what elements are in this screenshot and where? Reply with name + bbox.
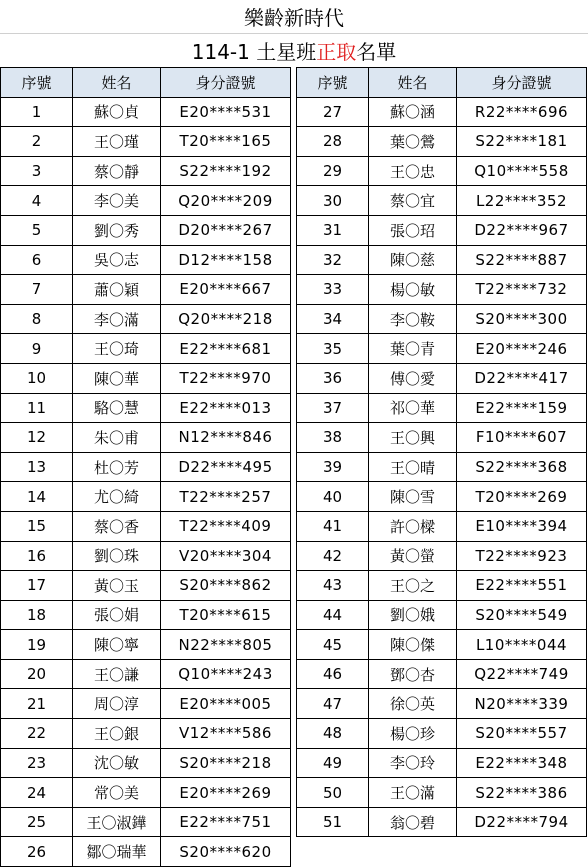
blank-row — [297, 837, 587, 866]
table-row — [297, 97, 587, 127]
cell-id: T22****923 — [457, 541, 587, 571]
table-row — [297, 689, 587, 719]
cell-name: 王〇晴 — [369, 452, 457, 482]
cell-id: E20****667 — [161, 275, 291, 305]
subtitle-highlight: 正取 — [316, 39, 357, 64]
cell-seq: 32 — [297, 245, 369, 275]
header-row — [297, 68, 587, 98]
cell-seq: 41 — [297, 511, 369, 541]
cell-seq: 9 — [1, 334, 73, 364]
table-row — [297, 659, 587, 689]
cell-name: 黃〇螢 — [369, 541, 457, 571]
blank-cell — [369, 837, 457, 866]
cell-id: S20****557 — [457, 719, 587, 749]
cell-id: S20****218 — [161, 748, 291, 778]
cell-seq: 48 — [297, 719, 369, 749]
cell-name: 陳〇寧 — [73, 630, 161, 660]
cell-id: E22****348 — [457, 748, 587, 778]
cell-seq: 30 — [297, 186, 369, 216]
cell-name: 王〇滿 — [369, 778, 457, 808]
cell-seq: 37 — [297, 393, 369, 423]
cell-seq: 18 — [1, 600, 73, 630]
table-row — [1, 600, 291, 630]
roster-table-left — [0, 67, 291, 867]
cell-seq: 39 — [297, 452, 369, 482]
cell-name: 葉〇青 — [369, 334, 457, 364]
cell-name: 張〇玿 — [369, 215, 457, 245]
cell-id: S20****620 — [161, 837, 291, 867]
cell-seq: 26 — [1, 837, 73, 867]
cell-seq: 25 — [1, 807, 73, 837]
cell-id: R22****696 — [457, 97, 587, 127]
cell-name: 王〇之 — [369, 571, 457, 601]
cell-name: 沈〇敏 — [73, 748, 161, 778]
cell-name: 常〇美 — [73, 778, 161, 808]
table-row — [1, 423, 291, 453]
cell-seq: 24 — [1, 778, 73, 808]
cell-name: 翁〇碧 — [369, 807, 457, 837]
blank-cell — [297, 837, 369, 866]
cell-id: E10****394 — [457, 511, 587, 541]
table-row — [1, 630, 291, 660]
cell-id: T22****732 — [457, 275, 587, 305]
cell-name: 徐〇英 — [369, 689, 457, 719]
cell-id: S22****386 — [457, 778, 587, 808]
cell-id: L10****044 — [457, 630, 587, 660]
cell-name: 楊〇珍 — [369, 719, 457, 749]
cell-id: T20****269 — [457, 482, 587, 512]
cell-name: 傅〇愛 — [369, 363, 457, 393]
table-row — [1, 719, 291, 749]
cell-name: 許〇樑 — [369, 511, 457, 541]
table-row — [297, 452, 587, 482]
cell-id: S20****300 — [457, 304, 587, 334]
cell-seq: 33 — [297, 275, 369, 305]
cell-seq: 7 — [1, 275, 73, 305]
cell-name: 李〇玲 — [369, 748, 457, 778]
table-row — [1, 334, 291, 364]
cell-seq: 44 — [297, 600, 369, 630]
cell-id: D22****495 — [161, 452, 291, 482]
table-row — [297, 186, 587, 216]
cell-name: 朱〇甫 — [73, 423, 161, 453]
table-row — [1, 571, 291, 601]
cell-id: D12****158 — [161, 245, 291, 275]
cell-name: 鄒〇瑞華 — [73, 837, 161, 867]
table-row — [297, 334, 587, 364]
cell-id: S22****181 — [457, 127, 587, 157]
cell-name: 王〇銀 — [73, 719, 161, 749]
table-row — [1, 689, 291, 719]
cell-name: 李〇鞍 — [369, 304, 457, 334]
cell-name: 王〇琦 — [73, 334, 161, 364]
header-name: 姓名 — [369, 68, 457, 98]
cell-id: S22****368 — [457, 452, 587, 482]
cell-id: Q20****209 — [161, 186, 291, 216]
table-row — [1, 541, 291, 571]
cell-seq: 29 — [297, 156, 369, 186]
cell-name: 蘇〇涵 — [369, 97, 457, 127]
cell-name: 蔡〇香 — [73, 511, 161, 541]
table-row — [297, 423, 587, 453]
table-row — [1, 186, 291, 216]
cell-name: 蔡〇靜 — [73, 156, 161, 186]
cell-name: 王〇瑾 — [73, 127, 161, 157]
page-subtitle — [0, 34, 588, 66]
table-row — [297, 393, 587, 423]
cell-id: V12****586 — [161, 719, 291, 749]
subtitle-prefix: 114-1 土星班 — [191, 39, 317, 64]
cell-id: T22****970 — [161, 363, 291, 393]
cell-name: 陳〇華 — [73, 363, 161, 393]
table-row — [1, 97, 291, 127]
subtitle-suffix: 名單 — [356, 39, 397, 64]
cell-seq: 51 — [297, 807, 369, 837]
cell-seq: 3 — [1, 156, 73, 186]
blank-cell — [457, 837, 587, 866]
cell-seq: 35 — [297, 334, 369, 364]
table-row — [297, 511, 587, 541]
cell-seq: 14 — [1, 482, 73, 512]
table-row — [1, 393, 291, 423]
cell-id: E22****551 — [457, 571, 587, 601]
table-row — [1, 215, 291, 245]
cell-seq: 50 — [297, 778, 369, 808]
cell-id: T22****409 — [161, 511, 291, 541]
cell-id: S22****192 — [161, 156, 291, 186]
table-row — [297, 304, 587, 334]
table-row — [1, 748, 291, 778]
cell-name: 王〇淑鏵 — [73, 807, 161, 837]
cell-name: 尤〇綺 — [73, 482, 161, 512]
cell-name: 鄧〇杏 — [369, 659, 457, 689]
table-row — [1, 837, 291, 867]
cell-name: 陳〇雪 — [369, 482, 457, 512]
cell-name: 黃〇玉 — [73, 571, 161, 601]
cell-id: E20****269 — [161, 778, 291, 808]
cell-name: 李〇滿 — [73, 304, 161, 334]
cell-seq: 42 — [297, 541, 369, 571]
cell-seq: 20 — [1, 659, 73, 689]
cell-name: 杜〇芳 — [73, 452, 161, 482]
table-row — [297, 156, 587, 186]
cell-name: 王〇謙 — [73, 659, 161, 689]
cell-id: N20****339 — [457, 689, 587, 719]
cell-seq: 6 — [1, 245, 73, 275]
cell-id: E22****751 — [161, 807, 291, 837]
table-row — [297, 127, 587, 157]
cell-name: 劉〇秀 — [73, 215, 161, 245]
cell-seq: 43 — [297, 571, 369, 601]
cell-name: 周〇淳 — [73, 689, 161, 719]
cell-id: N22****805 — [161, 630, 291, 660]
cell-name: 王〇忠 — [369, 156, 457, 186]
cell-name: 張〇娟 — [73, 600, 161, 630]
cell-id: D22****967 — [457, 215, 587, 245]
header-id: 身分證號 — [457, 68, 587, 98]
cell-name: 駱〇慧 — [73, 393, 161, 423]
cell-seq: 4 — [1, 186, 73, 216]
table-row — [1, 659, 291, 689]
cell-seq: 5 — [1, 215, 73, 245]
table-row — [1, 275, 291, 305]
header-name: 姓名 — [73, 68, 161, 98]
cell-id: D22****794 — [457, 807, 587, 837]
cell-id: S22****887 — [457, 245, 587, 275]
cell-name: 葉〇鶯 — [369, 127, 457, 157]
table-row — [297, 778, 587, 808]
header-row — [1, 68, 291, 98]
cell-id: Q20****218 — [161, 304, 291, 334]
table-row — [297, 571, 587, 601]
cell-id: Q10****243 — [161, 659, 291, 689]
cell-id: V20****304 — [161, 541, 291, 571]
cell-name: 蔡〇宜 — [369, 186, 457, 216]
cell-id: D22****417 — [457, 363, 587, 393]
cell-seq: 49 — [297, 748, 369, 778]
cell-seq: 8 — [1, 304, 73, 334]
cell-seq: 19 — [1, 630, 73, 660]
table-row — [1, 511, 291, 541]
table-row — [297, 482, 587, 512]
cell-id: N12****846 — [161, 423, 291, 453]
cell-seq: 17 — [1, 571, 73, 601]
header-id: 身分證號 — [161, 68, 291, 98]
table-row — [1, 778, 291, 808]
cell-id: Q22****749 — [457, 659, 587, 689]
cell-name: 陳〇傑 — [369, 630, 457, 660]
cell-id: D20****267 — [161, 215, 291, 245]
cell-seq: 46 — [297, 659, 369, 689]
cell-name: 劉〇珠 — [73, 541, 161, 571]
cell-seq: 23 — [1, 748, 73, 778]
cell-id: E20****531 — [161, 97, 291, 127]
table-row — [297, 541, 587, 571]
cell-seq: 10 — [1, 363, 73, 393]
header-seq: 序號 — [1, 68, 73, 98]
cell-id: T22****257 — [161, 482, 291, 512]
cell-id: F10****607 — [457, 423, 587, 453]
cell-seq: 40 — [297, 482, 369, 512]
table-row — [1, 363, 291, 393]
cell-id: E22****159 — [457, 393, 587, 423]
cell-seq: 27 — [297, 97, 369, 127]
cell-seq: 31 — [297, 215, 369, 245]
table-row — [1, 304, 291, 334]
table-row — [297, 363, 587, 393]
table-row — [1, 452, 291, 482]
table-row — [1, 245, 291, 275]
table-row — [297, 215, 587, 245]
cell-id: E22****681 — [161, 334, 291, 364]
cell-name: 蕭〇穎 — [73, 275, 161, 305]
cell-name: 蘇〇貞 — [73, 97, 161, 127]
cell-seq: 11 — [1, 393, 73, 423]
cell-name: 楊〇敏 — [369, 275, 457, 305]
roster-table-right — [296, 67, 587, 866]
cell-id: S20****862 — [161, 571, 291, 601]
cell-seq: 38 — [297, 423, 369, 453]
table-row — [297, 245, 587, 275]
cell-seq: 21 — [1, 689, 73, 719]
table-row — [297, 630, 587, 660]
cell-seq: 22 — [1, 719, 73, 749]
table-row — [1, 482, 291, 512]
table-row — [297, 719, 587, 749]
cell-seq: 1 — [1, 97, 73, 127]
cell-seq: 36 — [297, 363, 369, 393]
cell-name: 陳〇慈 — [369, 245, 457, 275]
table-row — [1, 156, 291, 186]
table-row — [297, 748, 587, 778]
header-seq: 序號 — [297, 68, 369, 98]
cell-seq: 16 — [1, 541, 73, 571]
cell-id: Q10****558 — [457, 156, 587, 186]
cell-seq: 12 — [1, 423, 73, 453]
cell-seq: 47 — [297, 689, 369, 719]
cell-seq: 2 — [1, 127, 73, 157]
cell-seq: 34 — [297, 304, 369, 334]
cell-id: E20****005 — [161, 689, 291, 719]
table-row — [1, 127, 291, 157]
cell-name: 祁〇華 — [369, 393, 457, 423]
cell-id: T20****615 — [161, 600, 291, 630]
cell-id: E22****013 — [161, 393, 291, 423]
cell-seq: 45 — [297, 630, 369, 660]
cell-name: 李〇美 — [73, 186, 161, 216]
page-title: 樂齡新時代 — [0, 0, 588, 34]
cell-seq: 28 — [297, 127, 369, 157]
cell-id: S20****549 — [457, 600, 587, 630]
table-row — [297, 275, 587, 305]
cell-seq: 15 — [1, 511, 73, 541]
cell-id: T20****165 — [161, 127, 291, 157]
cell-name: 劉〇娥 — [369, 600, 457, 630]
table-row — [297, 600, 587, 630]
cell-name: 王〇興 — [369, 423, 457, 453]
cell-id: E20****246 — [457, 334, 587, 364]
table-row — [1, 807, 291, 837]
table-row — [297, 807, 587, 837]
cell-name: 吳〇志 — [73, 245, 161, 275]
cell-seq: 13 — [1, 452, 73, 482]
cell-id: L22****352 — [457, 186, 587, 216]
